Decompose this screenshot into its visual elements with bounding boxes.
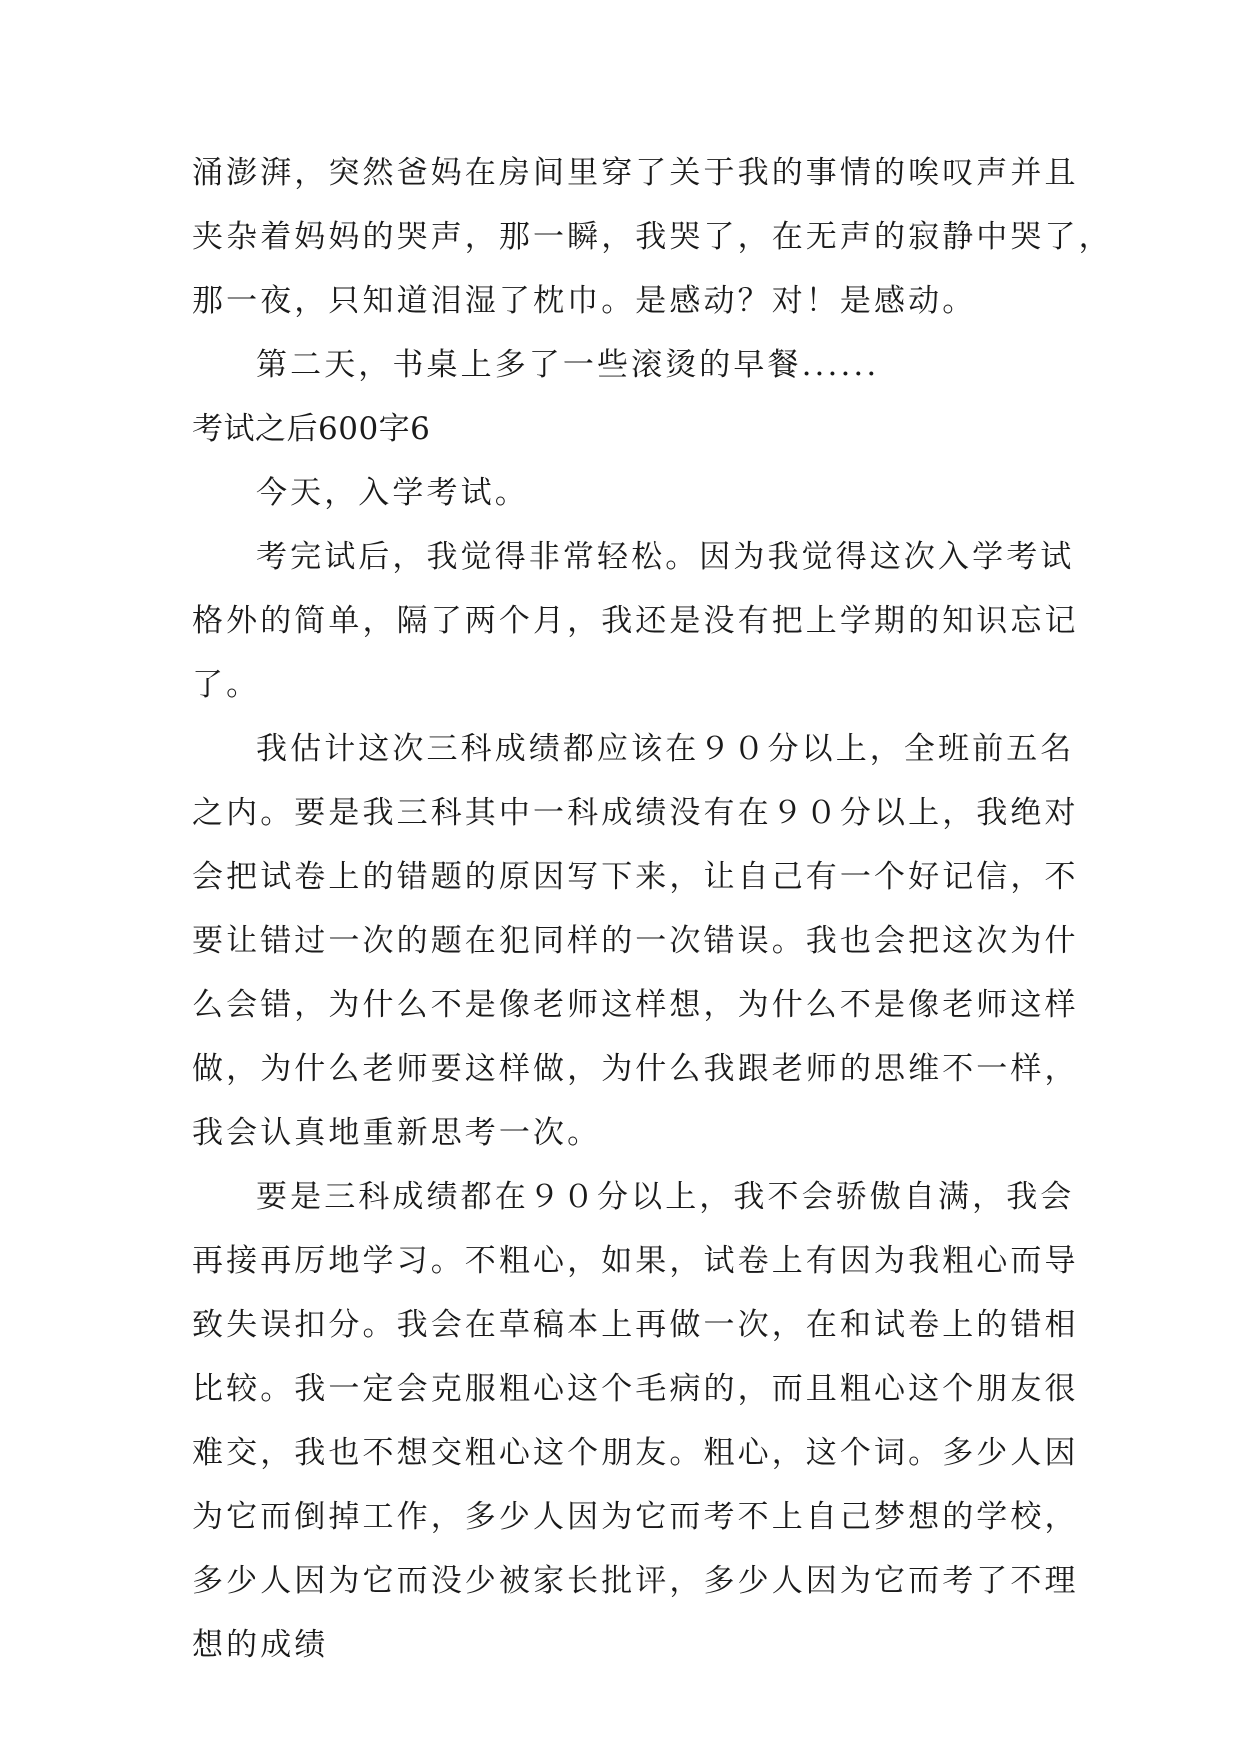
text-line: 多少人因为它而没少被家长批评，多少人因为它而考了不理 <box>192 1563 1079 1599</box>
text-line: 之内。要是我三科其中一科成绩没有在９０分以上，我绝对 <box>192 795 1079 831</box>
text-line: 么会错，为什么不是像老师这样想，为什么不是像老师这样 <box>192 987 1079 1023</box>
text-line: 难交，我也不想交粗心这个朋友。粗心，这个词。多少人因 <box>192 1435 1079 1471</box>
text-line: 第二天，书桌上多了一些滚烫的早餐...... <box>256 347 880 383</box>
text-line: 了。 <box>192 667 261 703</box>
text-line: 想的成绩 <box>192 1627 329 1663</box>
text-line: 那一夜，只知道泪湿了枕巾。是感动？对！是感动。 <box>192 283 977 319</box>
text-line: 比较。我一定会克服粗心这个毛病的，而且粗心这个朋友很 <box>192 1371 1079 1407</box>
text-line: 格外的简单，隔了两个月，我还是没有把上学期的知识忘记 <box>192 603 1079 639</box>
text-line: 要让错过一次的题在犯同样的一次错误。我也会把这次为什 <box>192 923 1079 959</box>
text-line: 致失误扣分。我会在草稿本上再做一次，在和试卷上的错相 <box>192 1307 1079 1343</box>
text-line: 为它而倒掉工作，多少人因为它而考不上自己梦想的学校， <box>192 1499 1079 1535</box>
text-line: 我会认真地重新思考一次。 <box>192 1115 602 1151</box>
text-line: 再接再厉地学习。不粗心，如果，试卷上有因为我粗心而导 <box>192 1243 1079 1279</box>
text-line: 夹杂着妈妈的哭声，那一瞬，我哭了，在无声的寂静中哭了， <box>192 219 1113 255</box>
text-line: 考完试后，我觉得非常轻松。因为我觉得这次入学考试 <box>256 539 1075 575</box>
text-line: 要是三科成绩都在９０分以上，我不会骄傲自满，我会 <box>256 1179 1075 1215</box>
text-line: 做，为什么老师要这样做，为什么我跟老师的思维不一样， <box>192 1051 1079 1087</box>
text-line: 我估计这次三科成绩都应该在９０分以上，全班前五名 <box>256 731 1075 767</box>
document-body <box>192 141 1113 1677</box>
section-heading: 考试之后600字6 <box>192 411 431 447</box>
text-line: 今天，入学考试。 <box>256 475 529 511</box>
text-line: 会把试卷上的错题的原因写下来，让自己有一个好记信，不 <box>192 859 1079 895</box>
text-line: 涌澎湃，突然爸妈在房间里穿了关于我的事情的唉叹声并且 <box>192 155 1079 191</box>
